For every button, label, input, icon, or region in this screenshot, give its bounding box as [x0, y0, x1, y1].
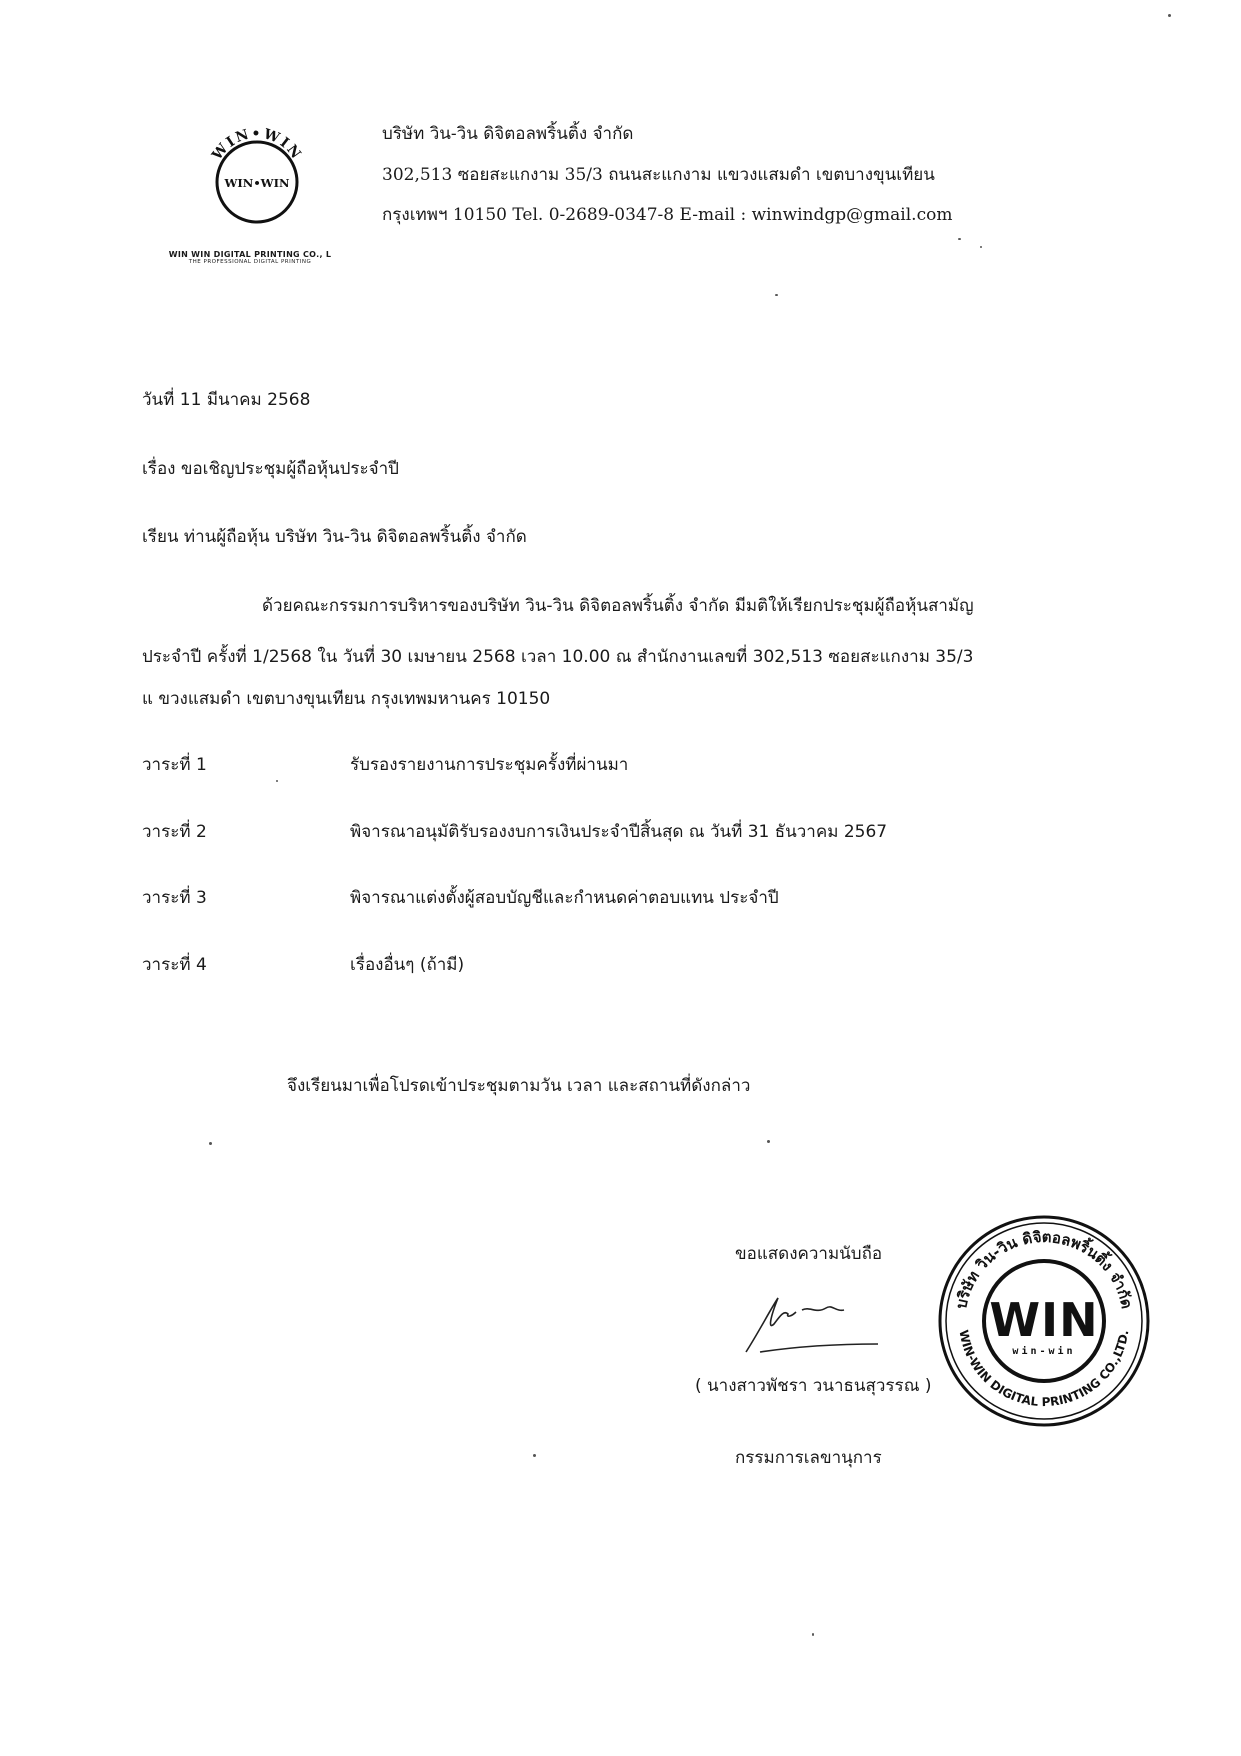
- agenda-text-1: รับรองรายงานการประชุมครั้งที่ผ่านมา: [350, 755, 629, 775]
- agenda-text-2: พิจารณาอนุมัติรับรองงบการเงินประจำปีสิ้นสุด ณ วันที่ 31 ธันวาคม 2567: [350, 822, 888, 842]
- company-logo: [195, 118, 319, 242]
- scan-speck: [276, 780, 278, 782]
- logo-arc-text: WIN•WIN: [209, 126, 305, 164]
- signatory-position: กรรมการเลขานุการ: [735, 1448, 882, 1468]
- seal-bottom-text: WIN-WIN DIGITAL PRINTING CO.,LTD.: [956, 1328, 1132, 1410]
- logo-subtitle: WIN WIN DIGITAL PRINTING CO., L: [168, 250, 332, 259]
- company-contact: กรุงเทพฯ 10150 Tel. 0-2689-0347-8 E-mail : winwindgp@gmail.com: [382, 205, 953, 225]
- agenda-text-3: พิจารณาแต่งตั้งผู้สอบบัญชีและกำหนดค่าตอบแทน ประจำปี: [350, 888, 779, 908]
- logo-center-text: WIN•WIN: [224, 176, 290, 190]
- scan-speck: [209, 1142, 212, 1145]
- scan-speck: [958, 238, 961, 240]
- agenda-label-1: วาระที่ 1: [142, 755, 207, 775]
- company-name: บริษัท วิน-วิน ดิจิตอลพริ้นติ้ง จำกัด: [382, 124, 634, 144]
- company-address: 302,513 ซอยสะแกงาม 35/3 ถนนสะแกงาม แขวงแสมดำ เขตบางขุนเทียน: [382, 165, 935, 185]
- agenda-label-4: วาระที่ 4: [142, 955, 207, 975]
- logo-tagline: THE PROFESSIONAL DIGITAL PRINTING: [188, 259, 312, 265]
- scan-speck: [767, 1140, 770, 1143]
- paragraph-line-2: ประจำปี ครั้งที่ 1/2568 ใน วันที่ 30 เมษายน 2568 เวลา 10.00 ณ สำนักงานเลขที่ 302,513 ซอยสะแกงาม 35/3: [142, 647, 974, 667]
- signature-mark: [740, 1290, 880, 1360]
- seal-logo-text: WIN: [989, 1293, 1099, 1347]
- seal-top-text: บริษัท วิน-วิน ดิจิตอลพริ้นติ้ง จำกัด: [952, 1227, 1136, 1311]
- paragraph-line-1: ด้วยคณะกรรมการบริหารของบริษัท วิน-วิน ดิจิตอลพริ้นติ้ง จำกัด มีมติให้เรียกประชุมผู้ถือหุ้นสามัญ: [262, 596, 974, 616]
- svg-text:WIN•WIN: [209, 126, 305, 164]
- paragraph-line-3: แ ขวงแสมดำ เขตบางขุนเทียน กรุงเทพมหานคร 10150: [142, 689, 551, 709]
- scan-speck: [1168, 14, 1171, 17]
- letter-date: วันที่ 11 มีนาคม 2568: [142, 390, 311, 410]
- company-seal: [935, 1212, 1153, 1430]
- logo-caption: [150, 250, 350, 265]
- scan-speck: [980, 246, 982, 248]
- agenda-label-3: วาระที่ 3: [142, 888, 207, 908]
- agenda-label-2: วาระที่ 2: [142, 822, 207, 842]
- scan-speck: [775, 294, 778, 296]
- scan-speck: [812, 1633, 814, 1636]
- scan-speck: [533, 1454, 536, 1457]
- letter-recipient: เรียน ท่านผู้ถือหุ้น บริษัท วิน-วิน ดิจิตอลพริ้นติ้ง จำกัด: [142, 527, 527, 547]
- regards-text: ขอแสดงความนับถือ: [735, 1244, 883, 1264]
- letter-subject: เรื่อง ขอเชิญประชุมผู้ถือหุ้นประจำปี: [142, 459, 399, 479]
- agenda-text-4: เรื่องอื่นๆ (ถ้ามี): [350, 955, 465, 975]
- closing-sentence: จึงเรียนมาเพื่อโปรดเข้าประชุมตามวัน เวลา และสถานที่ดังกล่าว: [287, 1076, 751, 1096]
- seal-logo-sub: win-win: [1012, 1346, 1076, 1357]
- signatory-name: ( นางสาวพัชรา วนาธนสุวรรณ ): [695, 1376, 932, 1396]
